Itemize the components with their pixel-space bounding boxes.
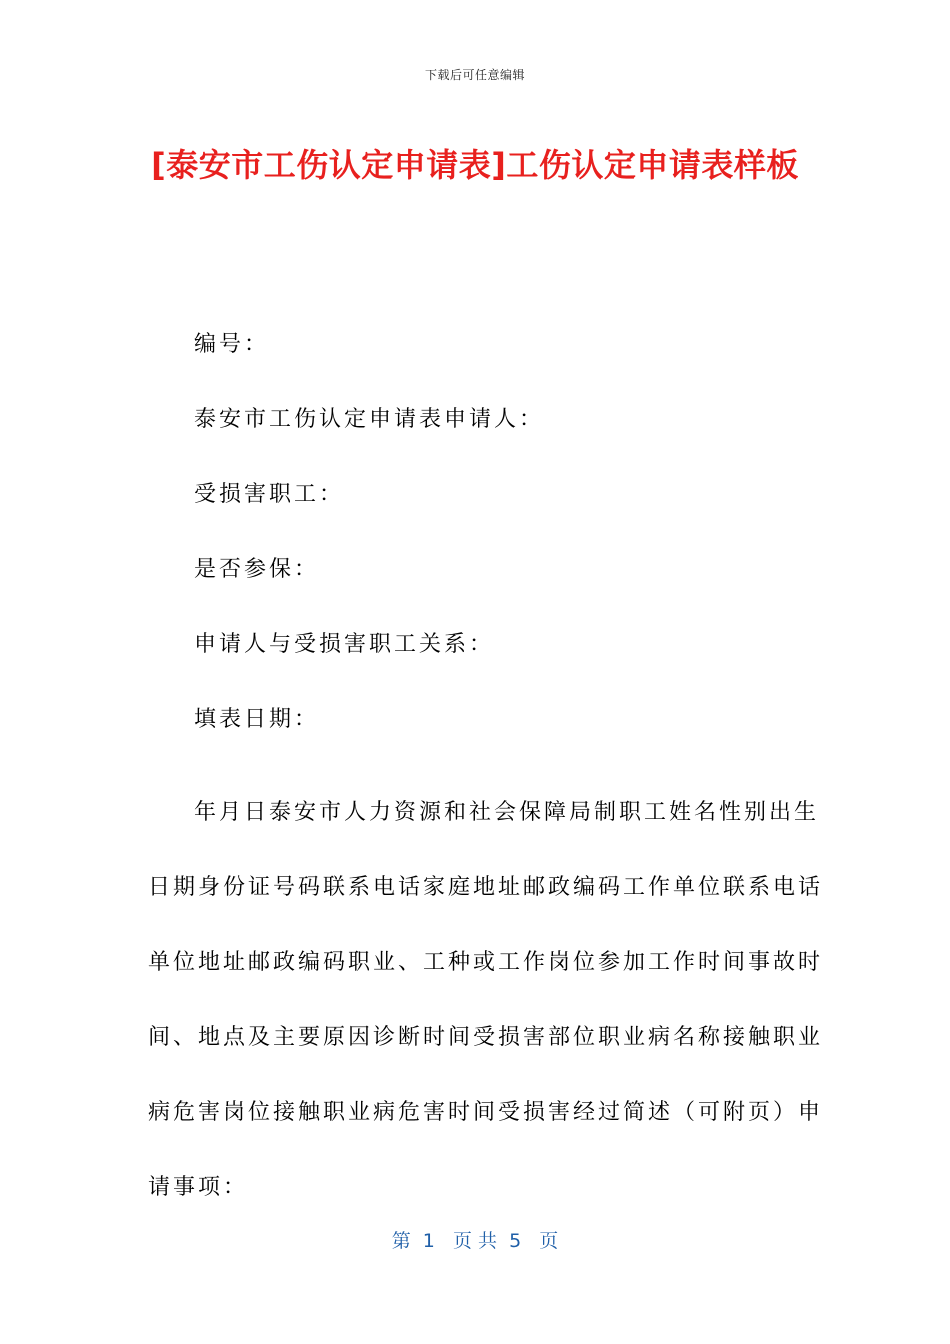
body-line: 病危害岗位接触职业病危害时间受损害经过简述（可附页）申	[148, 1100, 824, 1125]
field-applicant: 泰安市工伤认定申请表申请人：	[194, 407, 545, 432]
field-fill-date: 填表日期：	[194, 707, 320, 732]
field-relationship: 申请人与受损害职工关系：	[194, 632, 495, 657]
field-injured-worker: 受损害职工：	[194, 482, 345, 507]
header-note: 下载后可任意编辑	[424, 68, 525, 82]
document-title: [泰安市工伤认定申请表]工伤认定申请表样板	[151, 146, 799, 184]
field-serial-number: 编号：	[194, 332, 270, 357]
body-line: 请事项：	[148, 1175, 249, 1200]
body-line: 年月日泰安市人力资源和社会保障局制职工姓名性别出生	[194, 800, 820, 825]
page-number-footer: 第 1 页 共 5 页	[391, 1230, 559, 1252]
body-line: 日期身份证号码联系电话家庭地址邮政编码工作单位联系电话	[148, 875, 824, 900]
body-paragraph	[148, 775, 824, 1225]
field-insured: 是否参保：	[194, 557, 320, 582]
body-line: 单位地址邮政编码职业、工种或工作岗位参加工作时间事故时	[148, 950, 824, 975]
body-line: 间、地点及主要原因诊断时间受损害部位职业病名称接触职业	[148, 1025, 824, 1050]
